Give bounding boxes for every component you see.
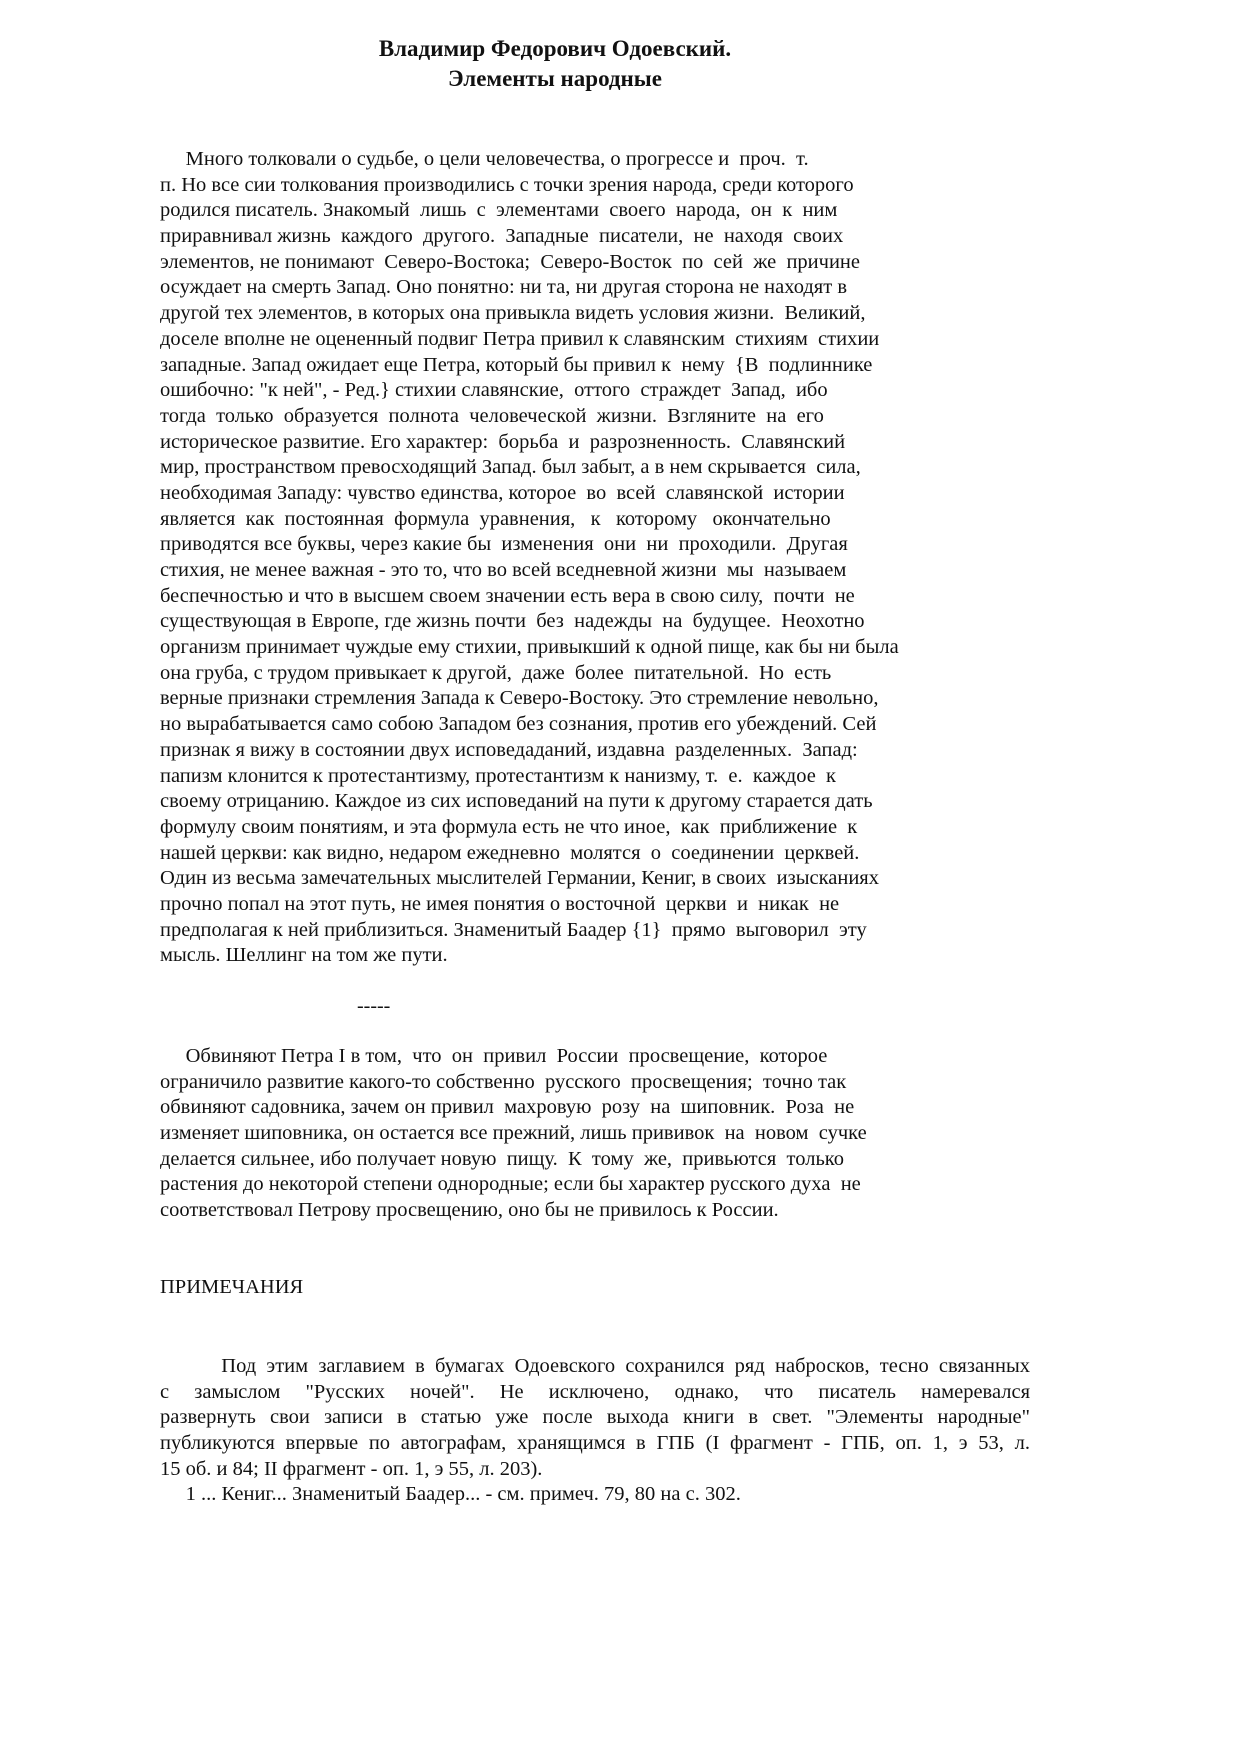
text-line: соответствовал Петрову просвещению, оно бы не привилось к России. xyxy=(160,1199,779,1222)
text-line: является как постоянная формула уравнения, к которому окончательно xyxy=(160,507,831,530)
text-line: но вырабатывается само собою Западом без сознания, против его убеждений. Сей xyxy=(160,713,877,736)
fragment-1 xyxy=(160,147,899,969)
text-line: приводятся все буквы, через какие бы изменения они ни проходили. Другая xyxy=(160,533,848,556)
text-line: организм принимает чуждые ему стихии, привыкший к одной пище, как бы ни была xyxy=(160,636,899,659)
text-line: прочно попал на этот путь, не имея понятия о восточной церкви и никак не xyxy=(160,892,840,915)
text-line: 1 ... Кениг... Знаменитый Баадер... - см. примеч. 79, 80 на с. 302. xyxy=(160,1483,741,1506)
text-line: Обвиняют Петра I в том, что он привил России просвещение, которое xyxy=(160,1045,828,1067)
text-line: формулу своим понятиям, и эта формула есть не что иное, как приближение к xyxy=(160,815,858,838)
text-line: своему отрицанию. Каждое из сих исповеданий на пути к другому старается дать xyxy=(160,790,873,813)
text-line: она груба, с трудом привыкает к другой, даже более питательной. Но есть xyxy=(160,661,832,684)
text-line: признак я вижу в состоянии двух исповедаданий, издавна разделенных. Запад: xyxy=(160,738,858,761)
text-line: ошибочно: "к ней", - Ред.} стихии славянские, оттого страждет Запад, ибо xyxy=(160,379,828,402)
text-line: приравнивал жизнь каждого другого. Западные писатели, не находя своих xyxy=(160,225,844,248)
text-line: изменяет шиповника, он остается все прежний, лишь прививок на новом сучке xyxy=(160,1122,867,1145)
separator: ----- xyxy=(357,995,391,1017)
text-line: западные. Запад ожидает еще Петра, который бы привил к нему {В подлиннике xyxy=(160,353,873,376)
text-line: элементов, не понимают Северо-Востока; Северо-Восток по сей же причине xyxy=(160,250,860,273)
text-line: другой тех элементов, в которых она привыкла видеть условия жизни. Великий, xyxy=(160,302,866,325)
text-line: п. Но все сии толкования производились с точки зрения народа, среди которого xyxy=(160,173,854,196)
text-line: беспечностью и что в высшем своем значении есть вера в свою силу, почти не xyxy=(160,584,855,607)
text-line: стихия, не менее важная - это то, что во всей вседневной жизни мы называем xyxy=(160,559,847,581)
text-line: осуждает на смерть Запад. Оно понятно: ни та, ни другая сторона не находят в xyxy=(160,276,848,299)
notes-heading: ПРИМЕЧАНИЯ xyxy=(160,1276,304,1298)
text-line: развернуть свои записи в статью уже после выхода книги в свет. "Элементы народные" xyxy=(160,1406,1030,1429)
text-line: тогда только образуется полнота человеческой жизни. Взгляните на его xyxy=(160,404,824,427)
text-line: публикуются впервые по автографам, хранящимся в ГПБ (I фрагмент - ГПБ, оп. 1, э 53, л. xyxy=(160,1432,1030,1455)
author-heading: Владимир Федорович Одоевский. xyxy=(378,36,732,61)
text-line: ограничило развитие какого-то собственно русского просвещения; точно так xyxy=(160,1070,847,1093)
text-line: существующая в Европе, где жизнь почти без надежды на будущее. Неохотно xyxy=(160,610,865,633)
text-line: растения до некоторой степени однородные; если бы характер русского духа не xyxy=(160,1173,861,1196)
text-line: Один из весьма замечательных мыслителей Германии, Кениг, в своих изысканиях xyxy=(160,867,879,890)
page-title: Элементы народные xyxy=(448,66,662,91)
text-line: верные признаки стремления Запада к Северо-Востоку. Это стремление невольно, xyxy=(160,687,879,710)
text-line: необходимая Западу: чувство единства, которое во всей славянской истории xyxy=(160,481,845,504)
text-line: с замыслом "Русских ночей". Не исключено, однако, что писатель намеревался xyxy=(160,1380,1030,1403)
text-line: 15 об. и 84; II фрагмент - оп. 1, э 55, л. 203). xyxy=(160,1457,543,1480)
text-line: мир, пространством превосходящий Запад. был забыт, а в нем скрывается сила, xyxy=(160,456,861,479)
text-line: родился писатель. Знакомый лишь с элементами своего народа, он к ним xyxy=(160,199,838,222)
text-line: обвиняют садовника, зачем он привил махровую розу на шиповник. Роза не xyxy=(160,1096,855,1119)
notes-section xyxy=(160,1353,1030,1507)
text-line: доселе вполне не оцененный подвиг Петра привил к славянским стихиям стихии xyxy=(160,327,880,350)
fragment-2 xyxy=(160,1044,867,1224)
text-line: делается сильнее, ибо получает новую пищу. К тому же, привьются только xyxy=(160,1147,844,1170)
text-line: мысль. Шеллинг на том же пути. xyxy=(160,944,448,967)
text-line: Под этим заглавием в бумагах Одоевского сохранился ряд набросков, тесно связанных xyxy=(160,1355,1031,1377)
text-line: нашей церкви: как видно, недаром ежедневно молятся о соединении церквей. xyxy=(160,841,860,864)
text-line: папизм клонится к протестантизму, протестантизм к нанизму, т. е. каждое к xyxy=(160,764,836,787)
text-line: предполагая к ней приблизиться. Знаменитый Баадер {1} прямо выговорил эту xyxy=(160,918,867,941)
text-line: историческое развитие. Его характер: борьба и разрозненность. Славянский xyxy=(160,430,846,453)
text-line: Много толковали о судьбе, о цели человечества, о прогрессе и проч. т. xyxy=(160,148,809,170)
